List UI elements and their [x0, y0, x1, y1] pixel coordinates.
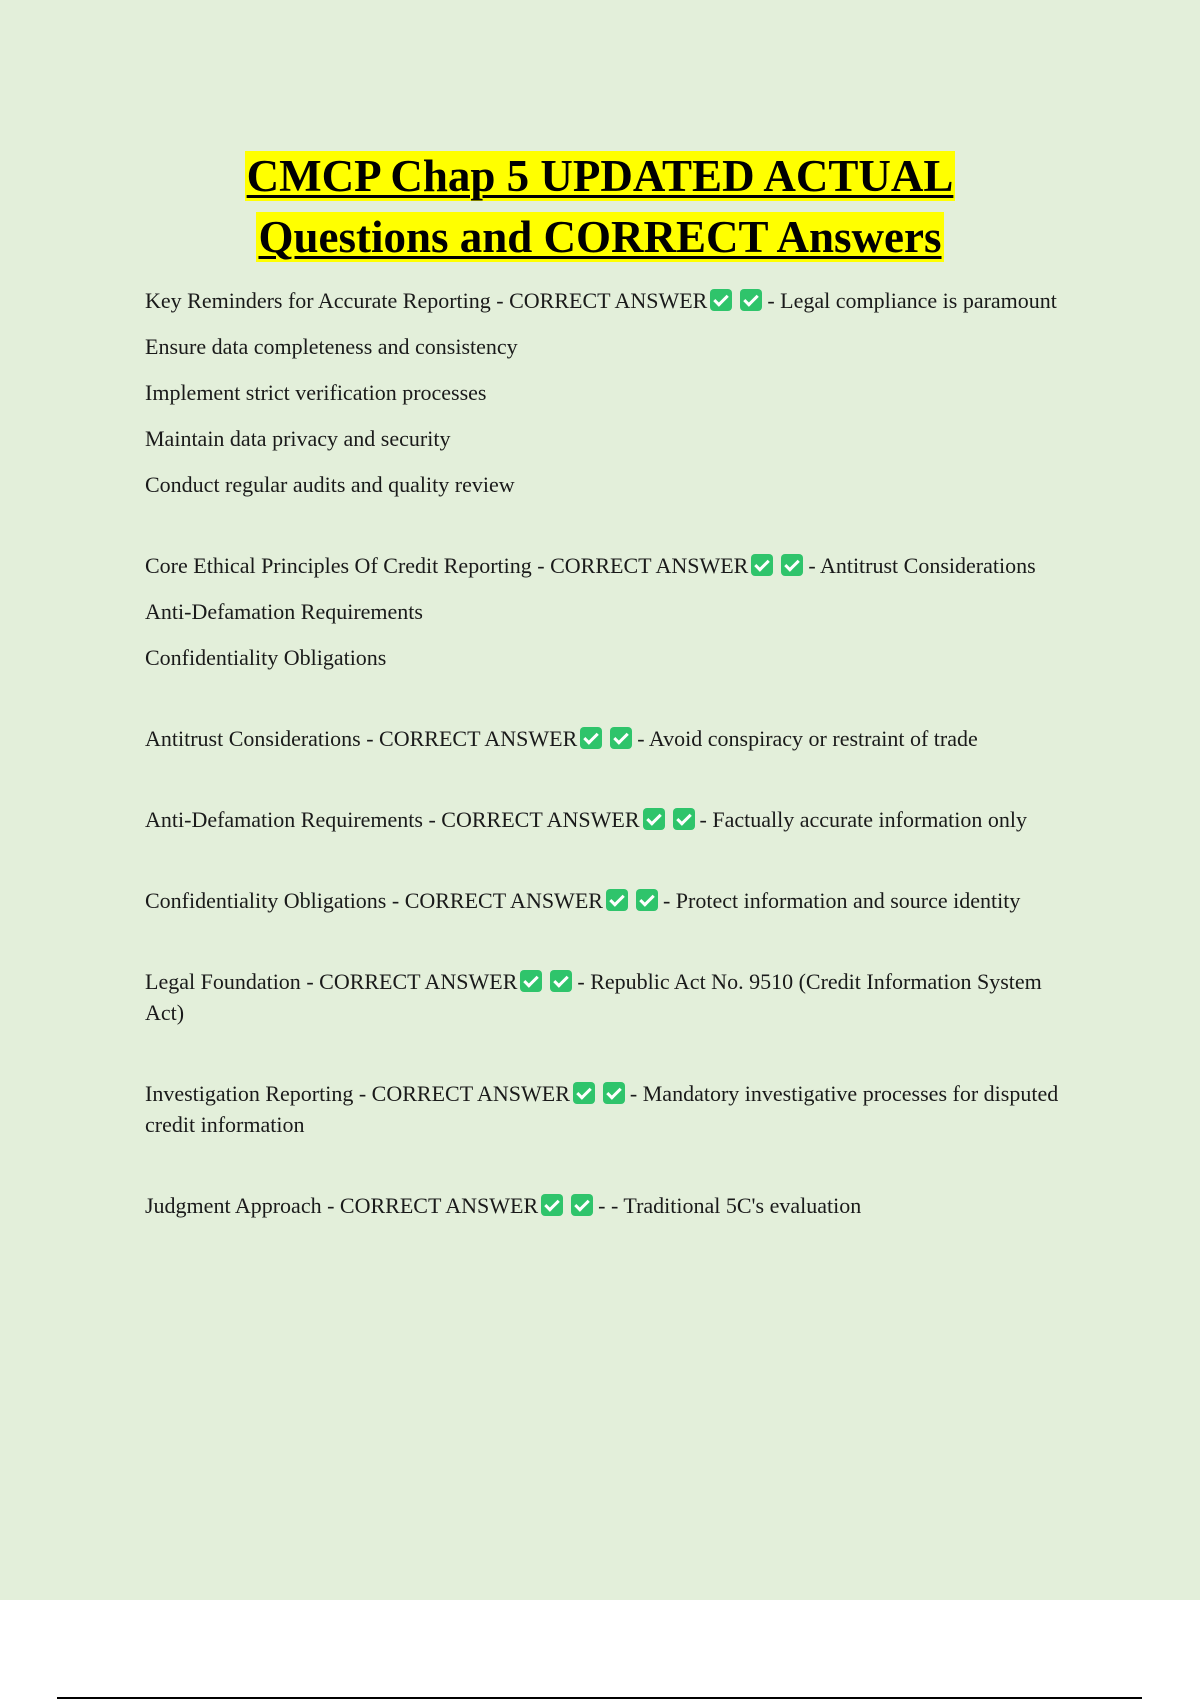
qa-line	[145, 1190, 1080, 1221]
check-box-icon	[710, 289, 732, 311]
answer-marker: - CORRECT ANSWER	[327, 1193, 539, 1218]
question-text: Legal Foundation	[145, 969, 301, 994]
check-box-icon	[580, 727, 602, 749]
answer-extra-line: Ensure data completeness and consistency	[145, 334, 518, 359]
answer-marker: - CORRECT ANSWER	[391, 888, 603, 913]
check-box-icon	[673, 808, 695, 830]
check-box-icon	[541, 1194, 563, 1216]
check-box-icon	[751, 554, 773, 576]
answer-text: - Mandatory investigative processes for disputed credit information	[145, 1081, 1059, 1137]
footer-divider	[57, 1697, 1142, 1699]
answer-extra-line: Implement strict verification processes	[145, 380, 487, 405]
answer-text: - Antitrust Considerations	[808, 553, 1036, 578]
check-box-icon	[520, 970, 542, 992]
qa-line	[145, 804, 1080, 835]
answer-text: - Protect information and source identity	[662, 888, 1021, 913]
answer-text: - Avoid conspiracy or restraint of trade	[637, 726, 978, 751]
qa-entry	[145, 723, 1080, 754]
question-text: Antitrust Considerations	[145, 726, 361, 751]
answer-text: - Factually accurate information only	[699, 807, 1027, 832]
question-text: Judgment Approach	[145, 1193, 322, 1218]
document-title	[0, 146, 1200, 268]
qa-entry	[145, 550, 1080, 673]
answer-marker: - CORRECT ANSWER	[358, 1081, 570, 1106]
qa-line	[145, 966, 1080, 1028]
answer-extra-line: Maintain data privacy and security	[145, 426, 451, 451]
check-box-icon	[550, 970, 572, 992]
check-box-icon	[643, 808, 665, 830]
check-box-icon	[573, 1082, 595, 1104]
qa-line	[145, 550, 1080, 581]
qa-entry	[145, 966, 1080, 1028]
qa-entry	[145, 1078, 1080, 1140]
qa-entry	[145, 1190, 1080, 1221]
qa-entry	[145, 885, 1080, 916]
qa-line	[145, 285, 1080, 316]
check-box-icon	[571, 1194, 593, 1216]
answer-text: - Republic Act No. 9510 (Credit Information System Act)	[145, 969, 1042, 1025]
question-text: Investigation Reporting	[145, 1081, 354, 1106]
check-box-icon	[610, 727, 632, 749]
answer-extra-line: Conduct regular audits and quality review	[145, 472, 515, 497]
qa-line	[145, 885, 1080, 916]
question-text: Anti-Defamation Requirements	[145, 807, 423, 832]
qa-line	[145, 723, 1080, 754]
answer-marker: - CORRECT ANSWER	[496, 288, 708, 313]
qa-entry	[145, 285, 1080, 500]
check-box-icon	[740, 289, 762, 311]
qa-entry	[145, 804, 1080, 835]
answer-marker: - CORRECT ANSWER	[428, 807, 640, 832]
question-text: Key Reminders for Accurate Reporting	[145, 288, 491, 313]
check-box-icon	[636, 889, 658, 911]
check-box-icon	[603, 1082, 625, 1104]
check-box-icon	[606, 889, 628, 911]
check-box-icon	[781, 554, 803, 576]
answer-extra-line: Confidentiality Obligations	[145, 645, 387, 670]
title-line-1: CMCP Chap 5 UPDATED ACTUAL	[246, 151, 954, 201]
question-text: Core Ethical Principles Of Credit Reporting	[145, 553, 532, 578]
answer-text: - - Traditional 5C's evaluation	[598, 1193, 862, 1218]
answer-text: - Legal compliance is paramount	[767, 288, 1057, 313]
answer-marker: - CORRECT ANSWER	[537, 553, 749, 578]
qa-line	[145, 1078, 1080, 1140]
answer-marker: - CORRECT ANSWER	[366, 726, 578, 751]
answer-marker: - CORRECT ANSWER	[306, 969, 518, 994]
answer-extra-line: Anti-Defamation Requirements	[145, 599, 423, 624]
qa-list	[145, 285, 1080, 1236]
question-text: Confidentiality Obligations	[145, 888, 387, 913]
title-line-2: Questions and CORRECT Answers	[258, 212, 942, 262]
